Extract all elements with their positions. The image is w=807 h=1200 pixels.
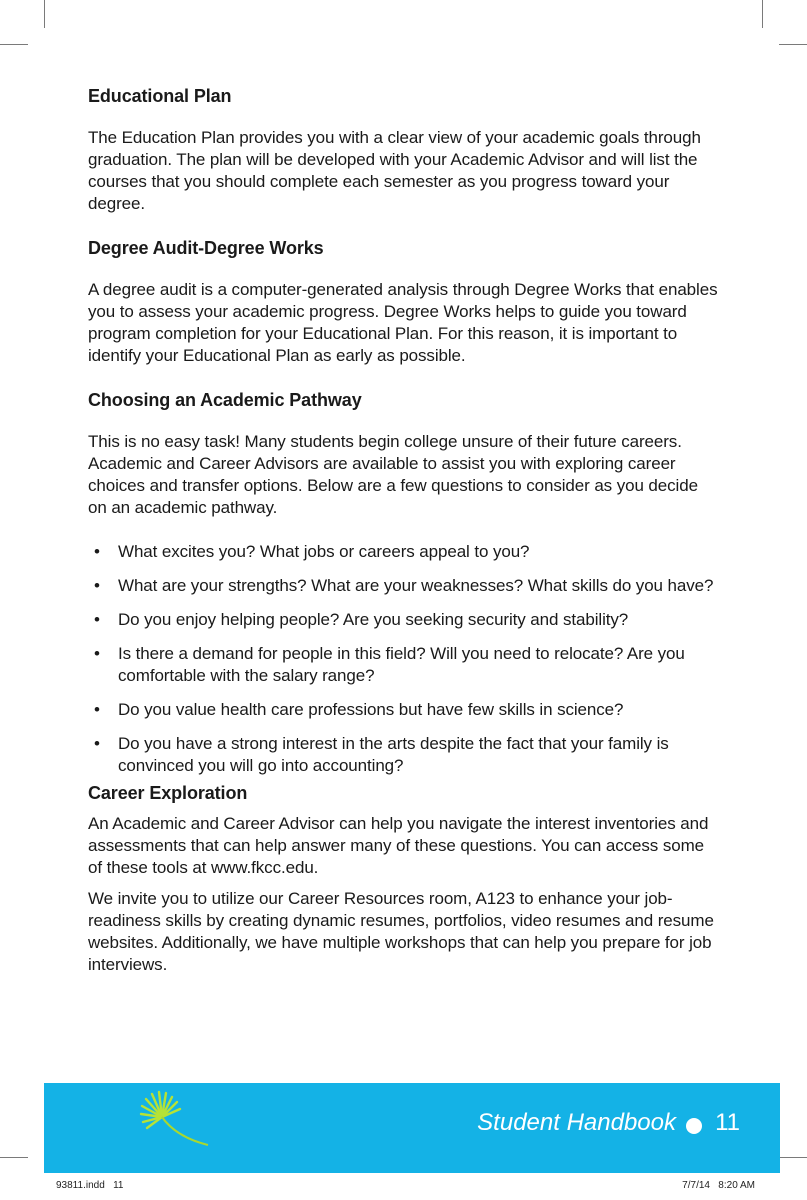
- bullet-icon: •: [94, 610, 100, 629]
- heading-academic-pathway: Choosing an Academic Pathway: [88, 390, 362, 410]
- bullet-icon: •: [94, 542, 100, 561]
- heading-educational-plan: Educational Plan: [88, 86, 232, 106]
- heading-career-exploration: Career Exploration: [88, 783, 248, 803]
- list-item-text: What are your strengths? What are your weaknesses? What skills do you have?: [118, 576, 714, 595]
- heading-degree-audit: Degree Audit-Degree Works: [88, 238, 324, 258]
- list-item-text: Do you have a strong interest in the arts despite the fact that your family is convinced you will go into accounting?: [118, 734, 669, 775]
- crop-mark-top-right-vertical: [762, 0, 763, 28]
- crop-mark-top-left-horizontal: [0, 44, 28, 45]
- page-body: [88, 84, 718, 976]
- list-item-text: Do you enjoy helping people? Are you seeking security and stability?: [118, 610, 629, 629]
- crop-mark-top-right-horizontal: [779, 44, 807, 45]
- paragraph-career-exploration-2: We invite you to utilize our Career Resources room, A123 to enhance your job-readiness skills by creating dynamic resumes, portfolios, video resumes and resume websites. Additionally, we have multiple workshops that can help you prepare for job interviews.: [88, 889, 714, 974]
- paragraph-degree-audit: A degree audit is a computer-generated analysis through Degree Works that enables you to assess your academic progress. Degree Works helps to guide you toward program completion for your Educational Plan. For this reason, it is important to identify your Educational Plan as early as possible.: [88, 280, 718, 365]
- footer-dot-icon: [686, 1118, 702, 1134]
- crop-mark-top-left-vertical: [44, 0, 45, 28]
- bullet-icon: •: [94, 644, 100, 663]
- crop-mark-bottom-left-horizontal: [0, 1157, 28, 1158]
- paragraph-educational-plan: The Education Plan provides you with a clear view of your academic goals through graduation. The plan will be developed with your Academic Advisor and will list the courses that you should complete each semester as you progress toward your degree.: [88, 128, 701, 213]
- list-item-text: Do you value health care professions but have few skills in science?: [118, 700, 624, 719]
- list-item: [88, 699, 718, 721]
- crop-mark-bottom-right-horizontal: [779, 1157, 807, 1158]
- slug-file-name: 93811.indd 11: [56, 1180, 124, 1191]
- palm-frond-icon: [136, 1089, 216, 1153]
- footer-band: [44, 1083, 780, 1173]
- list-item: [88, 609, 718, 631]
- slug-timestamp: 7/7/14 8:20 AM: [682, 1180, 755, 1191]
- pathway-questions-list: [88, 541, 718, 777]
- page-number: 11: [715, 1109, 740, 1136]
- paragraph-career-exploration-1: An Academic and Career Advisor can help you navigate the interest inventories and assessments that can help answer many of these questions. You can access some of these tools at www.fkcc.edu.: [88, 814, 709, 877]
- paragraph-academic-pathway: This is no easy task! Many students begin college unsure of their future careers. Academic and Career Advisors are available to assist you with exploring career choices and transfer options. Below are a few questions to consider as you decide on an academic pathway.: [88, 432, 698, 517]
- list-item: [88, 643, 718, 687]
- list-item-text: Is there a demand for people in this field? Will you need to relocate? Are you comfortable with the salary range?: [118, 644, 685, 685]
- list-item-text: What excites you? What jobs or careers appeal to you?: [118, 542, 530, 561]
- list-item: [88, 575, 718, 597]
- list-item: [88, 541, 718, 563]
- bullet-icon: •: [94, 734, 100, 753]
- footer-title: Student Handbook: [477, 1109, 676, 1136]
- bullet-icon: •: [94, 700, 100, 719]
- list-item: [88, 733, 718, 777]
- bullet-icon: •: [94, 576, 100, 595]
